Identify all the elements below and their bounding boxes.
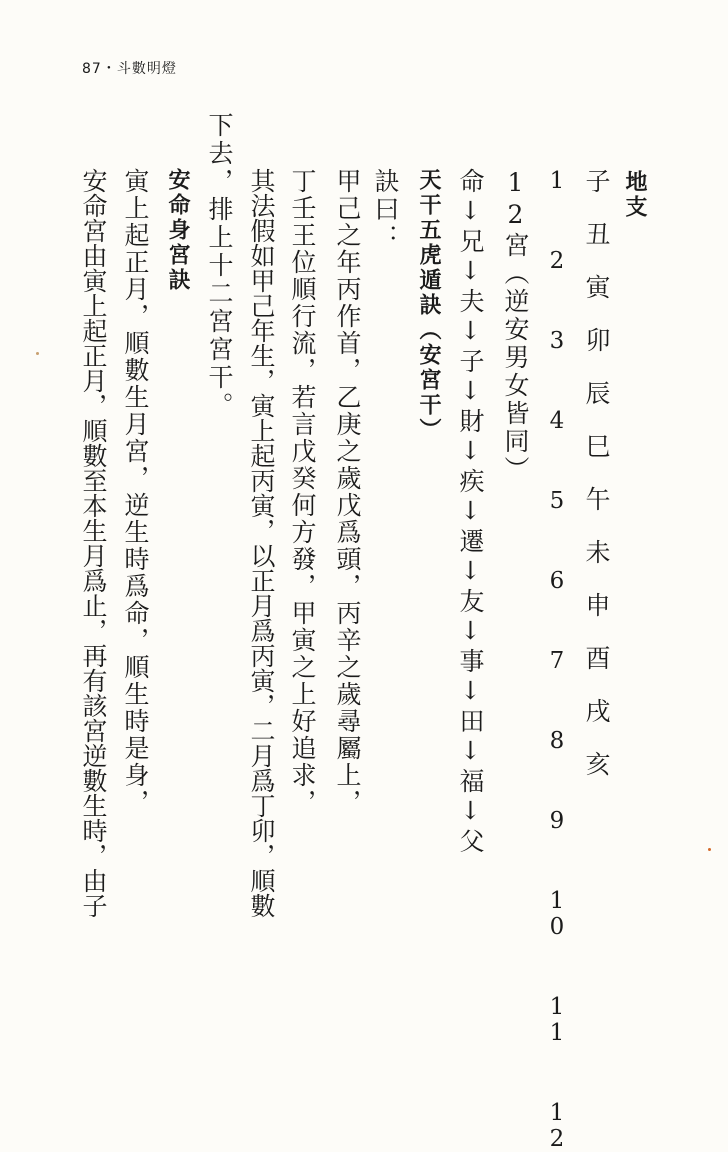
column-method: 其法假如甲己年生，寅上起丙寅，以正月爲丙寅，二月爲丁卯，順數 <box>247 168 276 918</box>
column-heading-dizhi: 地支 <box>622 170 648 220</box>
column-numbers <box>545 168 568 1152</box>
column-palace-sequence: 命↓兄↓夫↓子↓財↓疾↓遷↓友↓事↓田↓福↓父 <box>456 168 485 856</box>
column-anming-verse: 寅上起正月，順數生月宮，逆生時爲命，順生時是身， <box>121 168 150 816</box>
column-palace-heading: 12宮（逆安男女皆同） <box>501 168 530 484</box>
column-branches: 子丑寅卯辰巳午未申酉戌亥 <box>582 168 611 804</box>
column-method-cont: 下去，排上十二宮宮干。 <box>205 112 234 420</box>
column-verse-1: 甲己之年丙作首，乙庚之歲戊爲頭，丙辛之歲尋屬上， <box>333 168 362 816</box>
column-anming-explain: 安命宮由寅上起正月，順數至本生月爲止，再有該宮逆數生時，由子 <box>79 168 108 918</box>
column-verse-2: 丁壬王位順行流，若言戊癸何方發，甲寅之上好追求， <box>288 168 317 816</box>
column-anming-heading: 安命身宮訣 <box>165 168 191 293</box>
paper-speck <box>708 848 711 851</box>
column-five-tigers-heading: 天干五虎遁訣（安宮干） <box>416 168 442 443</box>
numbers-text: 1 2 3 4 5 6 7 8 9 10 11 12 <box>544 168 570 1152</box>
paper-speck <box>36 352 39 355</box>
page-header: 87・斗數明燈 <box>82 61 177 77</box>
column-jue-yue: 訣曰： <box>371 168 400 252</box>
